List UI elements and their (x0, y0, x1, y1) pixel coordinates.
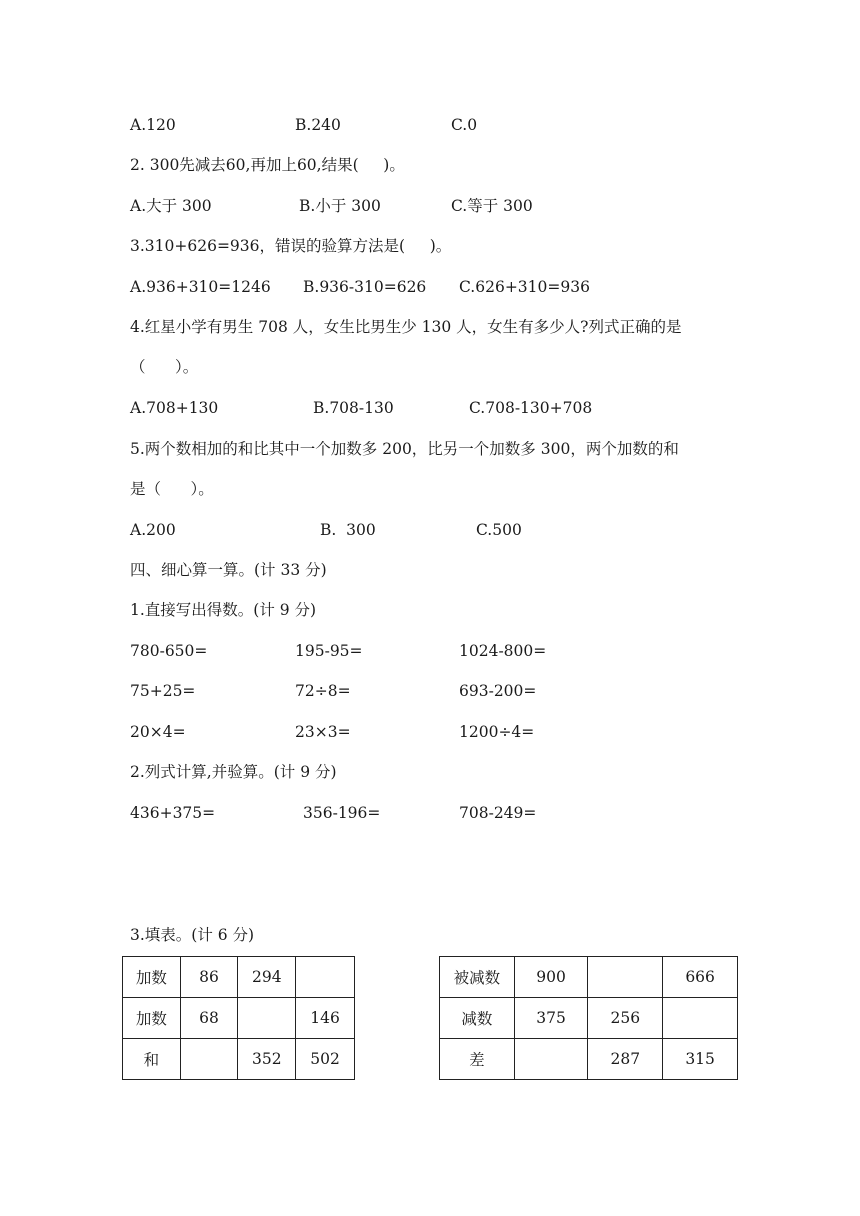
q5-option-a: A.200 (130, 521, 176, 539)
mental-math-item: 72÷8= (295, 682, 351, 700)
q4-stem: 4.红星小学有男生 708 人，女生比男生少 130 人，女生有多少人?列式正确的是 (130, 318, 682, 336)
column-calc-item: 708-249= (459, 804, 537, 822)
table-cell (180, 1039, 238, 1080)
mental-math-item: 1024-800= (459, 642, 547, 660)
q2-option-a: A.大于 300 (130, 197, 212, 215)
q4-stem-cont: （ ）。 (130, 358, 199, 376)
table-cell: 287 (588, 1039, 663, 1080)
table-cell: 256 (588, 998, 663, 1039)
table-cell (663, 998, 738, 1039)
table-row (440, 957, 738, 998)
q1-option-a: A.120 (130, 116, 176, 134)
q3-stem: 3.310+626=936，错误的验算方法是( )。 (130, 237, 452, 255)
mental-math-item: 693-200= (459, 682, 537, 700)
q4-option-a: A.708+130 (130, 399, 219, 417)
q3-option-b: B.936-310=626 (303, 278, 427, 296)
table-cell: 666 (663, 957, 738, 998)
q3-option-c: C.626+310=936 (459, 278, 590, 296)
table-cell: 900 (514, 957, 588, 998)
table-cell: 和 (123, 1039, 181, 1080)
table-cell: 146 (296, 998, 355, 1039)
table-row (123, 998, 355, 1039)
q5-stem-cont: 是（ ）。 (130, 480, 214, 498)
table-row (123, 957, 355, 998)
table-cell (296, 957, 355, 998)
part2-title: 2.列式计算,并验算。(计 9 分) (130, 763, 337, 781)
q4-option-c: C.708-130+708 (469, 399, 593, 417)
part1-title: 1.直接写出得数。(计 9 分) (130, 601, 317, 619)
q3-option-a: A.936+310=1246 (130, 278, 271, 296)
table-cell: 86 (180, 957, 238, 998)
table-cell: 502 (296, 1039, 355, 1080)
table-cell: 被减数 (440, 957, 515, 998)
table-cell: 68 (180, 998, 238, 1039)
table-cell: 375 (514, 998, 588, 1039)
table-cell (238, 998, 296, 1039)
q5-stem: 5.两个数相加的和比其中一个加数多 200，比另一个加数多 300，两个加数的和 (130, 440, 679, 458)
table-cell (514, 1039, 588, 1080)
table-row (440, 1039, 738, 1080)
q1-option-c: C.0 (451, 116, 478, 134)
q2-option-c: C.等于 300 (451, 197, 533, 215)
column-calc-item: 356-196= (303, 804, 381, 822)
section4-title: 四、细心算一算。(计 33 分) (130, 561, 327, 579)
mental-math-item: 195-95= (295, 642, 363, 660)
q4-option-b: B.708-130 (313, 399, 394, 417)
q5-option-c: C.500 (476, 521, 522, 539)
subtraction-table (439, 956, 738, 1080)
column-calc-item: 436+375= (130, 804, 216, 822)
q2-stem: 2. 300先减去60,再加上60,结果( )。 (130, 156, 405, 174)
addition-table (122, 956, 355, 1080)
table-row (440, 998, 738, 1039)
q1-option-b: B.240 (295, 116, 341, 134)
table-cell: 294 (238, 957, 296, 998)
table-cell (588, 957, 663, 998)
q2-option-b: B.小于 300 (299, 197, 381, 215)
table-row (123, 1039, 355, 1080)
q5-option-b: B. 300 (320, 521, 376, 539)
mental-math-item: 23×3= (295, 723, 351, 741)
part3-title: 3.填表。(计 6 分) (130, 926, 255, 944)
mental-math-item: 780-650= (130, 642, 208, 660)
table-cell: 减数 (440, 998, 515, 1039)
table-cell: 352 (238, 1039, 296, 1080)
mental-math-item: 1200÷4= (459, 723, 535, 741)
mental-math-item: 20×4= (130, 723, 186, 741)
table-cell: 加数 (123, 998, 181, 1039)
table-cell: 差 (440, 1039, 515, 1080)
table-cell: 加数 (123, 957, 181, 998)
table-cell: 315 (663, 1039, 738, 1080)
mental-math-item: 75+25= (130, 682, 196, 700)
